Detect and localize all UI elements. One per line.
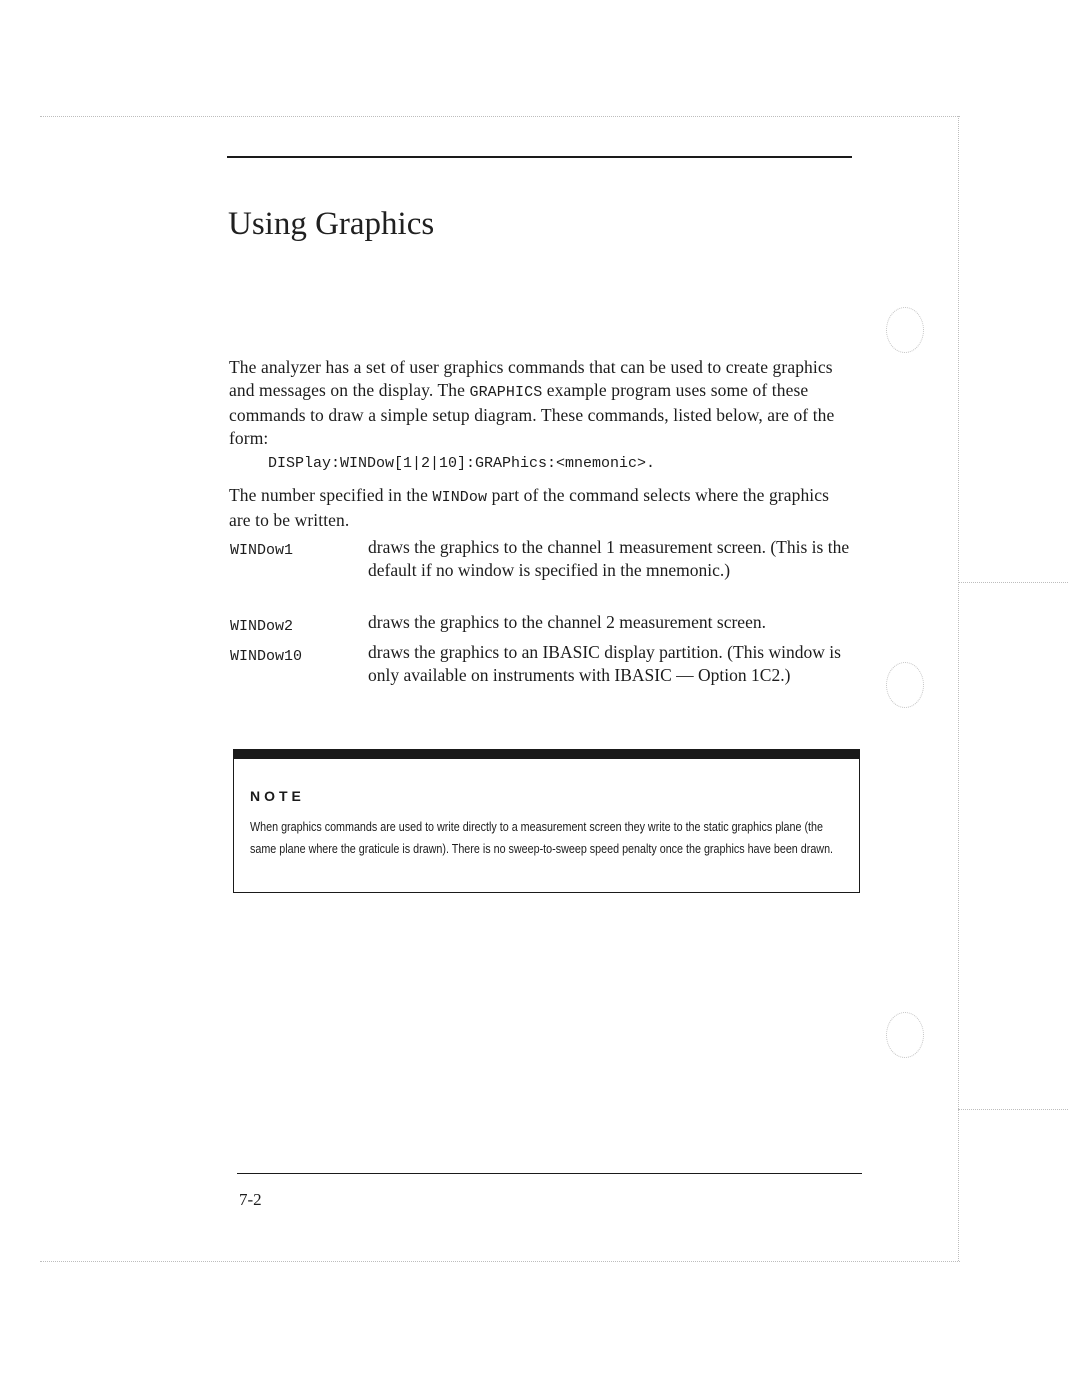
- term-window10: WINDow10: [230, 648, 303, 665]
- tab-edge-lower: [958, 1109, 1068, 1110]
- scan-edge-bottom: [40, 1261, 960, 1262]
- page-number: 7-2: [239, 1190, 262, 1209]
- scan-edge-top: [40, 116, 960, 117]
- window-explanation: [229, 484, 854, 532]
- term-window1: WINDow1: [230, 542, 294, 559]
- command-syntax: DISPlay:WINDow[1|2|10]:GRAPhics:<mnemonic>.: [268, 455, 656, 472]
- program-name: GRAPHICS: [469, 384, 543, 401]
- window-text-before: The number specified in the: [229, 485, 433, 505]
- description-window1: draws the graphics to the channel 1 measurement screen. (This is the default if no window is specified in the mnemonic.): [368, 537, 850, 580]
- intro-text-before: The analyzer has a set of user graphics commands that can be used to create graphics and messages on the display. The: [229, 357, 833, 400]
- term-window2: WINDow2: [230, 618, 294, 635]
- intro-paragraph: [229, 356, 854, 450]
- note-heading: NOTE: [250, 788, 305, 804]
- description-window10: draws the graphics to an IBASIC display partition. (This window is only available on instruments with IBASIC — Option 1C2.): [368, 642, 841, 685]
- binder-hole-top: [886, 307, 924, 353]
- intro-text-after: example program uses some of these commands to draw a simple setup diagram. These commands, listed below, are of the form:: [229, 380, 835, 448]
- binder-hole-middle: [886, 662, 924, 708]
- scan-edge-right: [958, 116, 959, 1261]
- tab-edge-upper: [958, 582, 1068, 583]
- footer-rule: [237, 1173, 862, 1174]
- header-rule: [227, 156, 852, 158]
- description-window2: draws the graphics to the channel 2 measurement screen.: [368, 612, 766, 632]
- chapter-title: Using Graphics: [228, 206, 435, 242]
- window-keyword: WINDow: [432, 489, 488, 506]
- window-text-after: part of the command selects where the graphics are to be written.: [229, 485, 830, 530]
- binder-hole-bottom: [886, 1012, 924, 1058]
- note-box: [233, 749, 860, 893]
- note-text: When graphics commands are used to write directly to a measurement screen they write to the static graphics plane (the same plane where the graticule is drawn). There is no sweep-to-sweep speed penalty once the graphics have been drawn.: [250, 820, 834, 856]
